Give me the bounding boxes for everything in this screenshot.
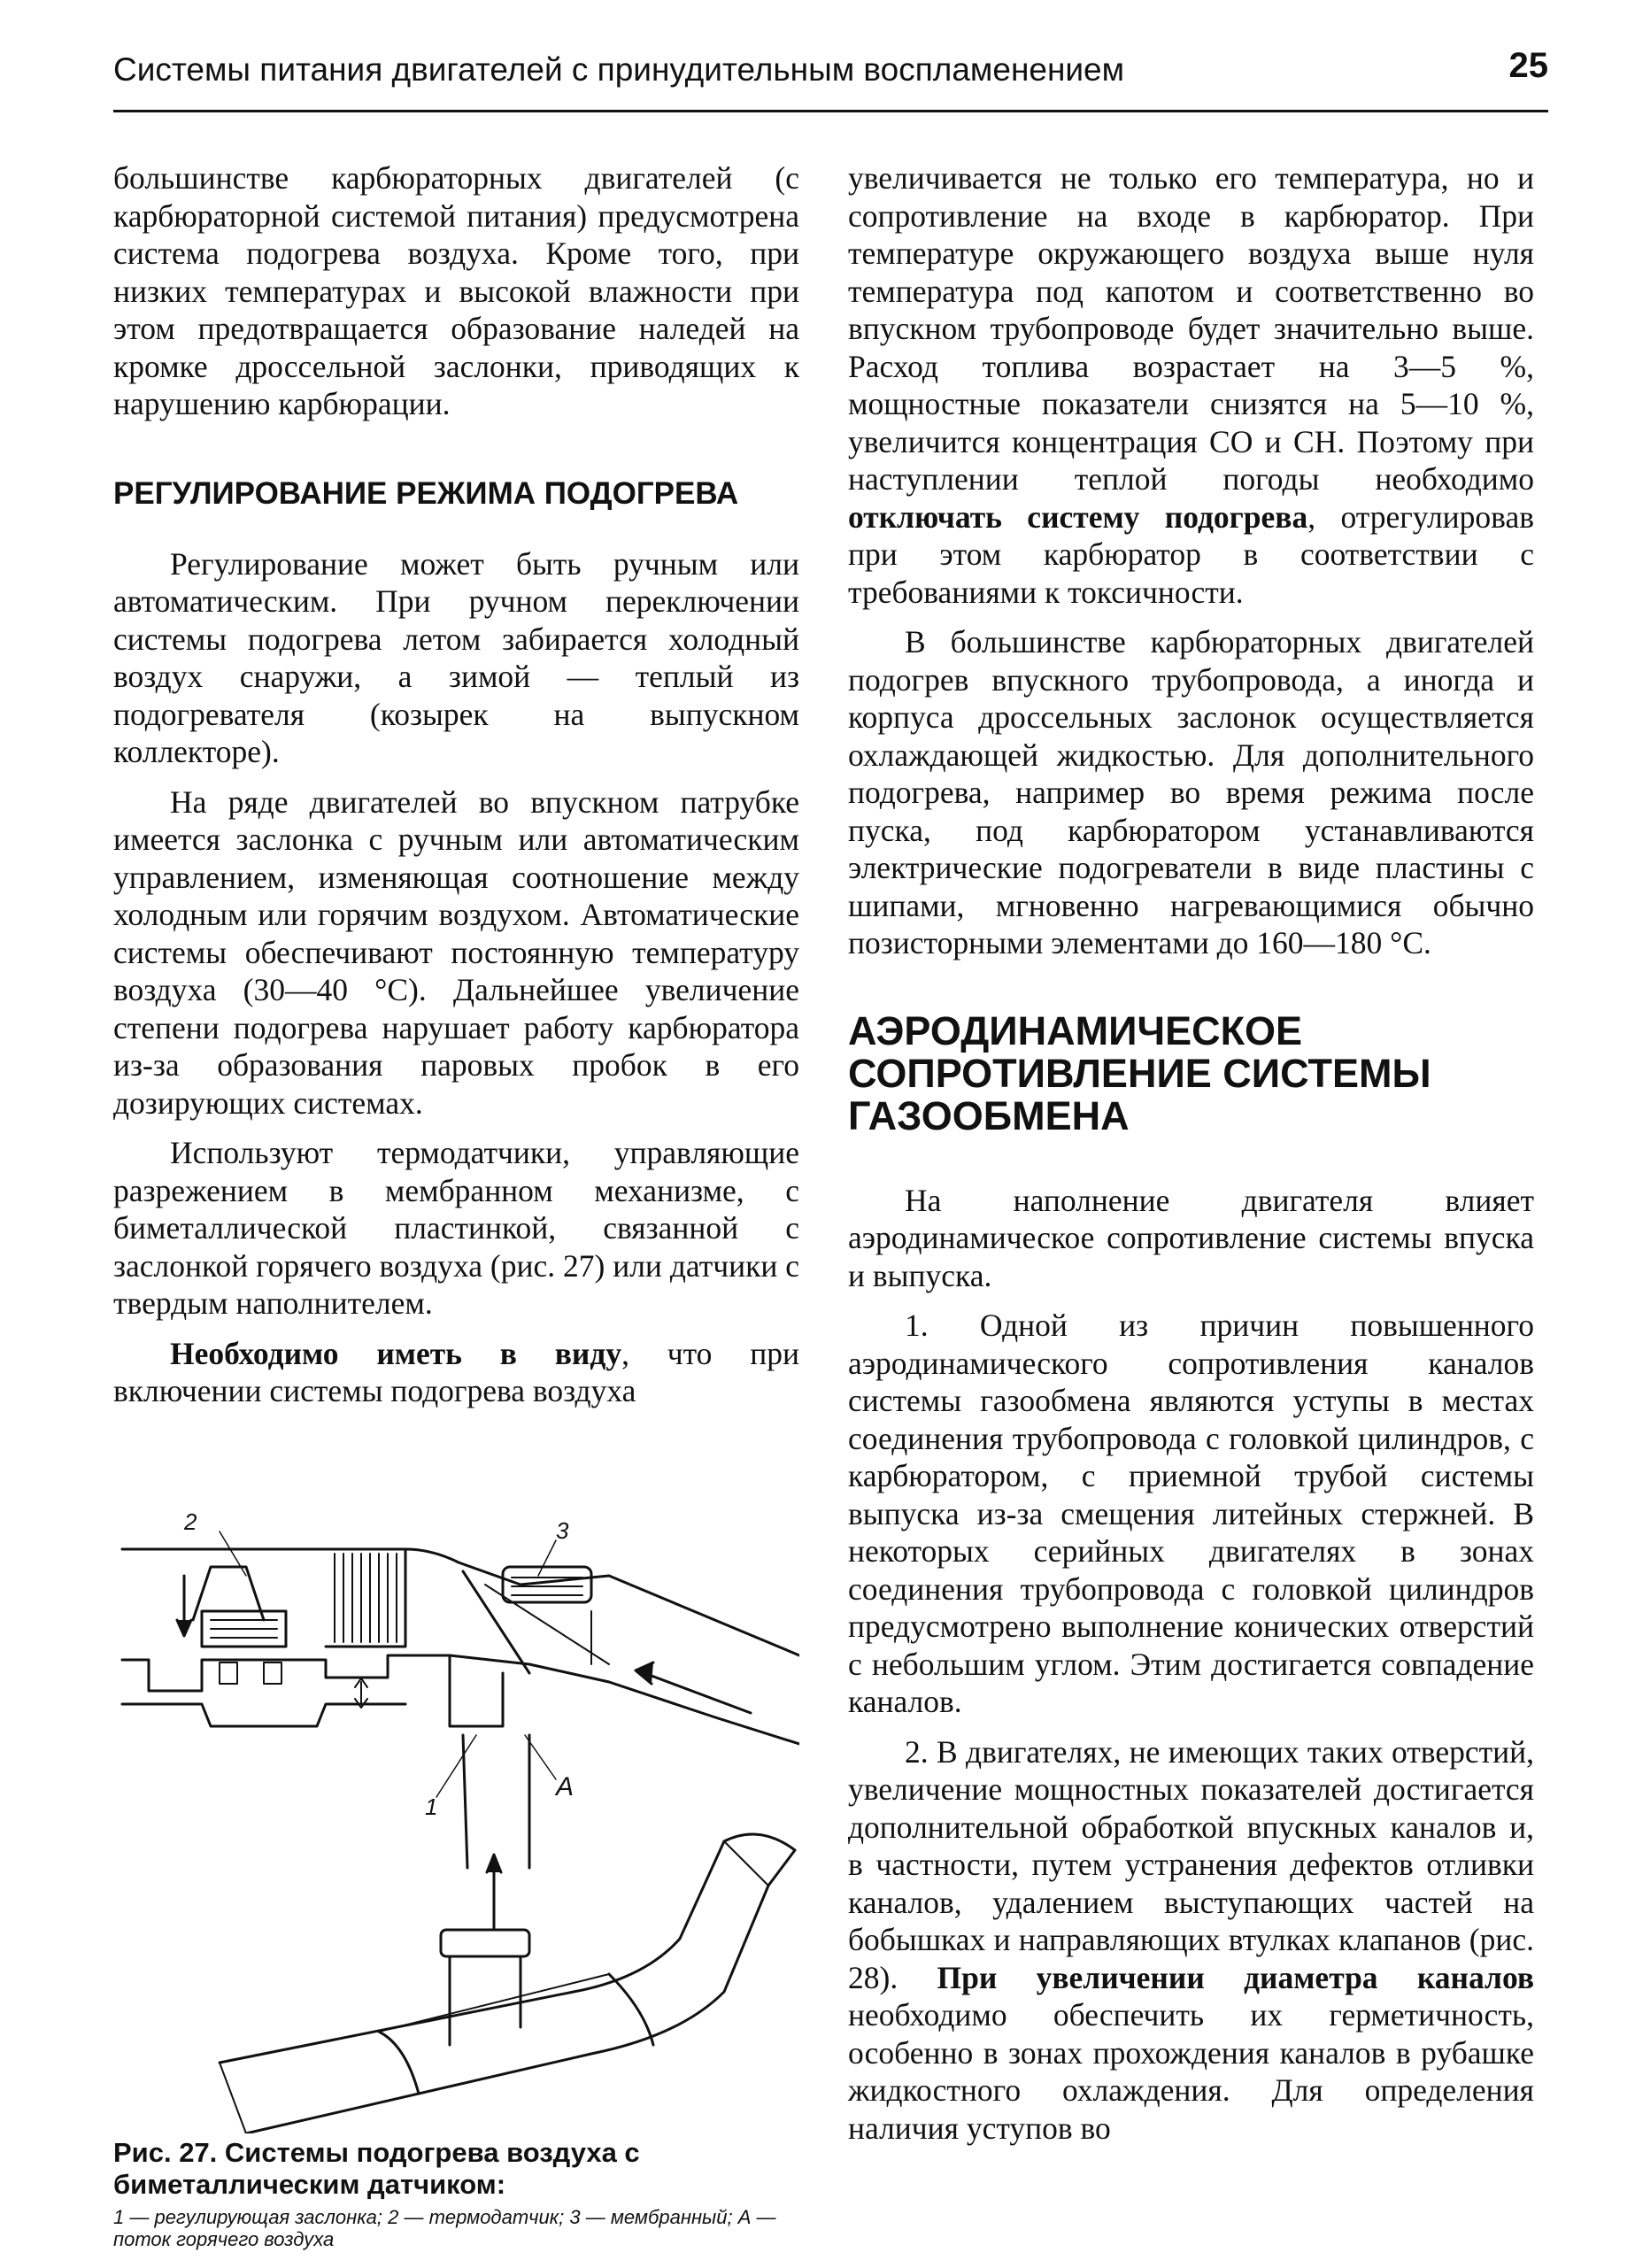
intake-snorkel-top [405,1549,799,1655]
callout-2: 2 [184,1508,197,1535]
header-divider [113,110,1548,112]
membrane-unit [503,1567,591,1602]
hot-air-duct [463,1735,529,1868]
paragraph-text: 2. В двигателях, не имеющих таких отверстий, увеличение мощностных показателей достигается дополнительной обработкой впускных каналов и, в частности, путем устранения дефектов отливки каналов, удалением выступающих частей на бобышках и направляющих втулках клапанов (рис. 28). [848,1733,1534,1995]
bold-emphasis: При увеличении диаметра каналов [937,1959,1534,1995]
paragraph: 1. Одной из причин повышенного аэродинамического сопротивления каналов системы газообмена являются уступы в местах соединения трубопровода с головкой цилиндров, с карбюратором, с приемной трубой системы выпуска из-за смещения литейных стержней. В некоторых серийных двигателях в зонах соединения трубопровода с головкой цилиндров предусмотрено выполнение конических отверстий с небольшим углом. Этим достигается совпадение каналов. [848,1308,1534,1719]
pipe-stub-top [441,1930,529,1956]
hot-air-duct-upper [450,1655,503,1726]
callout-1: 1 [425,1794,438,1820]
bolt [220,1662,237,1684]
air-flow-arrow [644,1673,751,1713]
section-heading: АЭРОДИНАМИЧЕСКОЕ СОПРОТИВЛЕНИЕ СИСТЕМЫ ГАЗООБМЕНА [848,1007,1431,1138]
filter-housing [326,1549,405,1647]
paragraph-text: необходимо обеспечить их герметичность, особенно в зонах прохождения каналов в рубашке жидкостного охлаждения. Для определения наличия уступов во [848,1997,1534,2146]
bold-emphasis: Необходимо иметь в виду [170,1335,622,1371]
caption-title: Рис. 27. Системы подогрева воздуха с биметаллическим датчиком: [113,2137,640,2200]
running-header-title: Системы питания двигателей с принудительным воспламенением [113,51,1125,88]
heat-shroud-edge [609,1974,653,2045]
exhaust-pipe-bottom [246,1886,768,2133]
right-column [848,159,1534,2147]
bolt [264,1662,281,1684]
pipe-stub [450,1956,521,2045]
heat-shroud-edge [379,2032,419,2094]
paragraph: Используют термодатчики, управляющие разрежением в мембранном механизме, с биметаллической пластинкой, связанной с заслонкой горячего воздуха (рис. 27) или датчики с твердым наполнителем. [113,1135,799,1321]
paragraph: В большинстве карбюраторных двигателей подогрев впускного трубопровода, а иногда и корпуса дроссельных заслонок осуществляется охлаждающей жидкостью. Для дополнительного подогрева, например во время режима после пуска, под карбюратором устанавливаются электрические подогреватели в виде пластины с шипами, мгновенно нагревающимися обычно позисторными элементами до 160—180 °С. [848,624,1534,960]
paragraph: На ряде двигателей во впускном патрубке имеется заслонка с ручным или автоматическим управлением, изменяющая соотношение между холодным или горячим воздухом. Автоматические системы обеспечивают постоянную температуру воздуха (30—40 °С). Дальнейшее увеличение степени подогрева нарушает работу карбюратора из-за образования паровых пробок в его дозирующих системах. [113,783,799,1121]
paragraph-text: увеличивается не только его температура, но и сопротивление на входе в карбюратор. При температуре окружающего воздуха выше нуля температура под капотом и соответственно во впускном трубопроводе будет значительно выше. Расход топлива возрастает на 3—5 %, мощностные показатели снизятся на 5—10 %, увеличится концентрация СО и СН. Поэтому при наступлении теплой погоды необходимо [848,160,1534,497]
caption-legend: 1 — регулирующая заслонка; 2 — термодатчик; 3 — мембранный; А — поток горячего воздуха [113,2206,776,2250]
paragraph [848,159,1534,611]
page-number: 25 [1508,46,1548,85]
base-plate [122,1655,450,1691]
callout-A: А [556,1772,575,1801]
figure-27-drawing [113,1514,799,2133]
paragraph: Регулирование может быть ручным или автоматическим. При ручном переключении системы подогрева летом забирается холодный воздух снаружи, а зимой — теплый из подогревателя (козырек на выпускном коллекторе). [113,545,799,769]
paragraph-text: , что при включении системы подогрева воздуха [113,1335,800,1408]
paragraph [848,1733,1534,2148]
paragraph [113,1335,799,1410]
base-plate-lower [122,1704,405,1726]
callout-3: 3 [556,1517,569,1544]
paragraph: На наполнение двигателя влияет аэродинамическое сопротивление системы впуска и выпуска. [848,1182,1534,1293]
figure-27-caption [113,2137,799,2250]
figure-27 [113,1508,799,2133]
filter-ribs [335,1554,397,1642]
left-column [113,159,799,1410]
paragraph: большинстве карбюраторных двигателей (с карбюраторной системой питания) предусмотрена система подогрева воздуха. Кроме того, при низких температурах и высокой влажности при этом предотвращается образование наледей на кромке дроссельной заслонки, приводящих к нарушению карбюрации. [113,160,799,421]
bold-emphasis: отключать систему подогрева [848,498,1308,535]
section-heading: РЕГУЛИРОВАНИЕ РЕЖИМА ПОДОГРЕВА [113,475,739,511]
paragraph-text: , отрегулировав при этом карбюратор в соответствии с требованиями к токсичности. [848,498,1534,610]
